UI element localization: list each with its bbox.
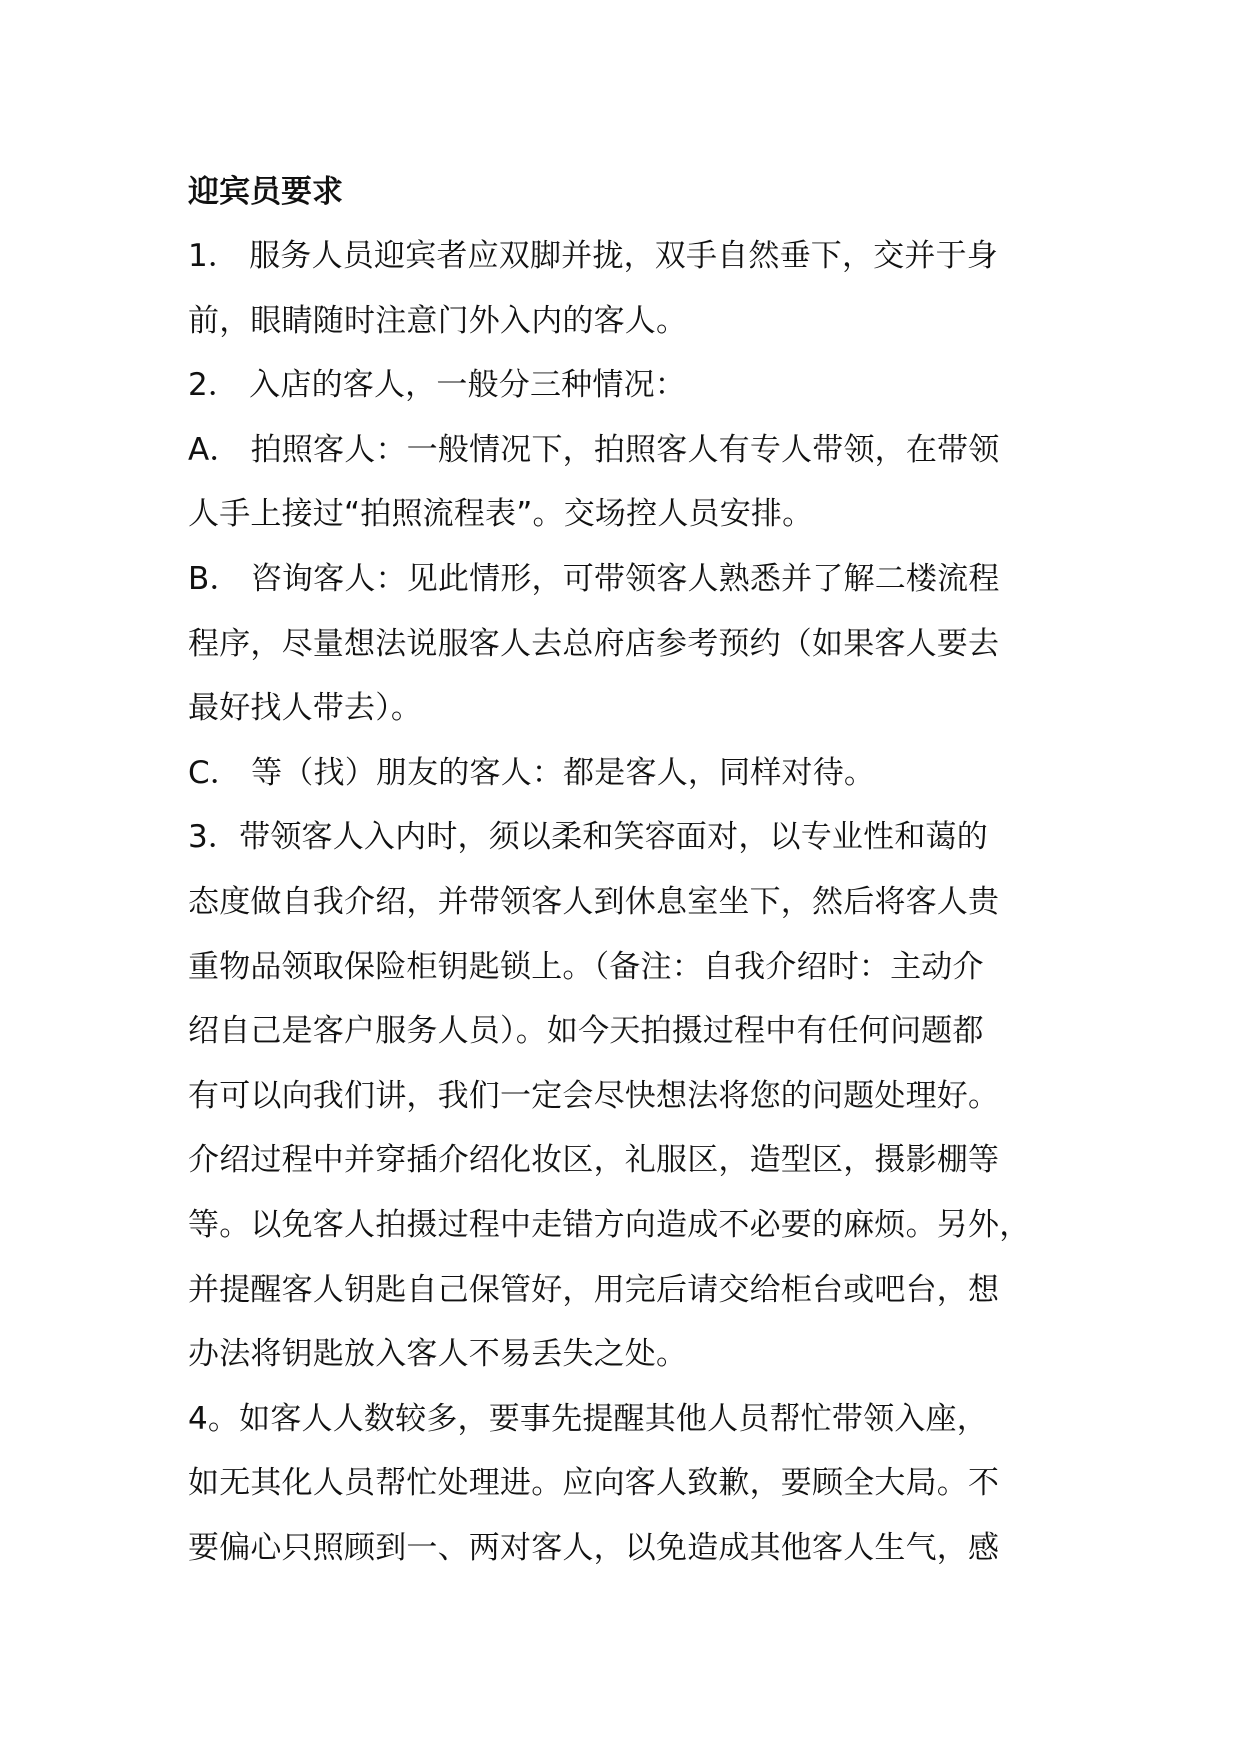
text-line: A． 拍照客人：一般情况下，拍照客人有专人带领，在带领 (188, 431, 1000, 468)
text-line: 要偏心只照顾到一、两对客人，以免造成其他客人生气，感 (188, 1529, 1000, 1566)
document-title: 迎宾员要求 (188, 174, 343, 210)
text-line: B． 咨询客人：见此情形，可带领客人熟悉并了解二楼流程 (188, 560, 1000, 597)
text-line: 1． 服务人员迎宾者应双脚并拢，双手自然垂下，交并于身 (188, 238, 998, 274)
text-line: 介绍过程中并穿插介绍化妆区，礼服区，造型区，摄影棚等 (188, 1142, 1000, 1179)
text-line: 前，眼睛随时注意门外入内的客人。 (188, 302, 688, 339)
text-line: 等。以免客人拍摄过程中走错方向造成不必要的麻烦。另外， (188, 1206, 1031, 1243)
text-line: 程序，尽量想法说服客人去总府店参考预约（如果客人要去 (188, 625, 1000, 662)
text-line: 4。如客人人数较多，要事先提醒其他人员帮忙带领入座， (188, 1400, 988, 1437)
text-line: C． 等（找）朋友的客人：都是客人，同样对待。 (188, 754, 876, 791)
text-line: 最好找人带去）。 (188, 690, 423, 727)
text-line: 人手上接过“拍照流程表”。交场控人员安排。 (188, 496, 814, 533)
text-line: 态度做自我介绍，并带领客人到休息室坐下，然后将客人贵 (188, 883, 1000, 920)
document-body (188, 160, 1068, 1580)
text-line: 2． 入店的客人，一般分三种情况： (188, 367, 686, 404)
text-line: 绍自己是客户服务人员）。如今天拍摄过程中有任何问题都 (188, 1013, 984, 1050)
text-line: 3．带领客人入内时，须以柔和笑容面对，以专业性和蔼的 (188, 819, 988, 856)
text-line: 并提醒客人钥匙自己保管好，用完后请交给柜台或吧台，想 (188, 1271, 1000, 1308)
text-line: 重物品领取保险柜钥匙锁上。（备注：自我介绍时：主动介 (188, 948, 984, 985)
text-line: 办法将钥匙放入客人不易丢失之处。 (188, 1336, 688, 1373)
text-line: 有可以向我们讲，我们一定会尽快想法将您的问题处理好。 (188, 1077, 1000, 1114)
text-line: 如无其化人员帮忙处理进。应向客人致歉，要顾全大局。不 (188, 1465, 1000, 1502)
